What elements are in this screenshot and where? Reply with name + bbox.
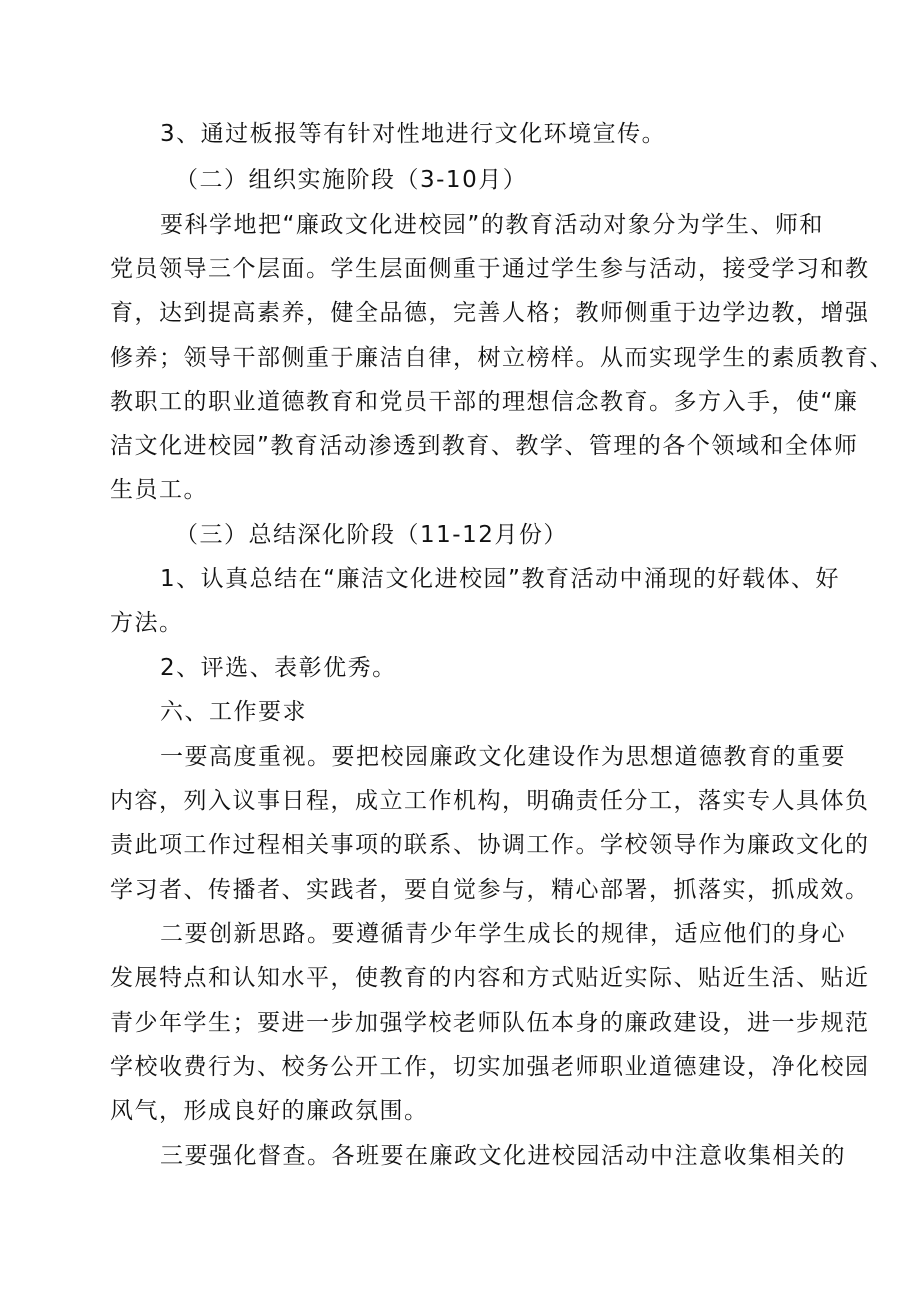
paragraph-line: 学校收费行为、校务公开工作，切实加强老师职业道德建设，净化校园 [110,1054,870,1080]
paragraph-line: 发展特点和认知水平，使教育的内容和方式贴近实际、贴近生活、贴近 [110,965,870,991]
paragraph-line: 方法。 [110,610,184,636]
paragraph-line: 修养；领导干部侧重于廉洁自律，树立榜样。从而实现学生的素质教育、 [110,345,894,371]
paragraph-line: 3、通过板报等有针对性地进行文化环境宣传。 [160,121,667,147]
paragraph-line: 青少年学生；要进一步加强学校老师队伍本身的廉政建设，进一步规范 [110,1010,870,1036]
section-heading: （三）总结深化阶段（11-12月份） [175,522,568,548]
paragraph-line: 1、认真总结在“廉洁文化进校园”教育活动中涌现的好载体、好 [160,566,840,592]
paragraph-line: 育，达到提高素养，健全品德，完善人格；教师侧重于边学边教，增强 [110,300,870,326]
paragraph-line: 教职工的职业道德教育和党员干部的理想信念教育。多方入手，使“廉 [110,389,859,415]
paragraph-line: 责此项工作过程相关事项的联系、协调工作。学校领导作为廉政文化的 [110,832,870,858]
paragraph-line: 洁文化进校园”教育活动渗透到教育、教学、管理的各个领域和全体师 [110,433,859,459]
section-heading: （二）组织实施阶段（3-10月） [175,167,528,193]
paragraph-line: 党员领导三个层面。学生层面侧重于通过学生参与活动，接受学习和教 [110,256,870,282]
paragraph-line: 二要创新思路。要遵循青少年学生成长的规律，适应他们的身心 [160,921,846,947]
paragraph-line: 生员工。 [110,477,208,503]
paragraph-line: 2、评选、表彰优秀。 [160,655,397,681]
section-heading: 六、工作要求 [160,699,307,725]
paragraph-line: 一要高度重视。要把校园廉政文化建设作为思想道德教育的重要 [160,744,846,770]
paragraph-line: 内容，列入议事日程，成立工作机构，明确责任分工，落实专人具体负 [110,788,870,814]
paragraph-line: 要科学地把“廉政文化进校园”的教育活动对象分为学生、师和 [160,212,824,238]
paragraph-line: 风气，形成良好的廉政氛围。 [110,1098,429,1124]
paragraph-line: 三要强化督查。各班要在廉政文化进校园活动中注意收集相关的 [160,1143,846,1169]
paragraph-line: 学习者、传播者、实践者，要自觉参与，精心部署，抓落实，抓成效。 [110,877,870,903]
